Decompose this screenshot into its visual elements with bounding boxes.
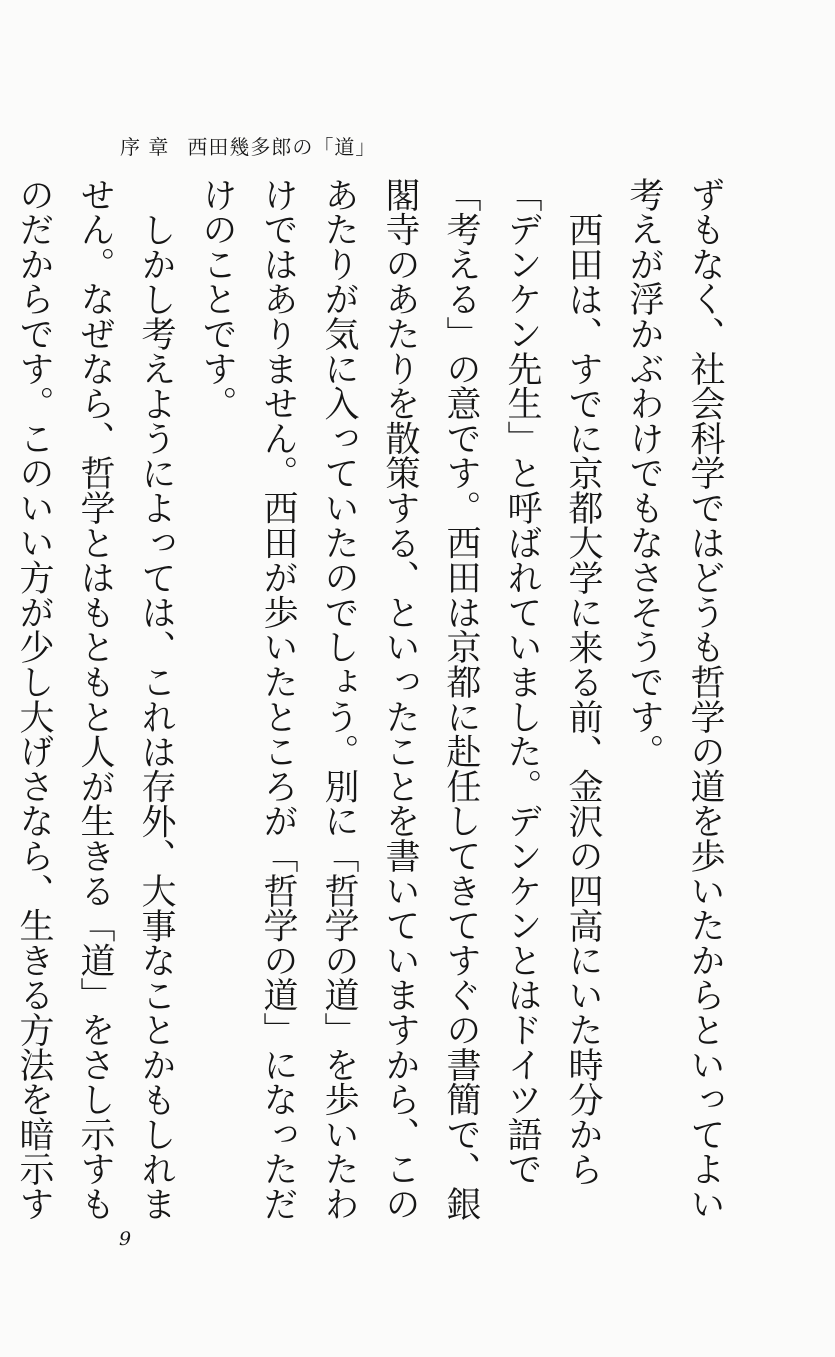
chapter-title: 西田幾多郎の「道」 [187, 135, 377, 159]
page-number: 9 [119, 1228, 132, 1250]
paragraph: しかし考えようによっては、これは存外、大事なことかもしれません。なぜなら、哲学とはもともと人が生きる「道」をさし示すものだからです。このいい方が少し大げさなら、生きる方法を暗示す [14, 177, 176, 1222]
running-header [120, 131, 376, 160]
chapter-label: 序 章 [120, 135, 170, 159]
vertical-text-body [14, 177, 735, 1227]
paragraph: ずもなく、社会科学ではどうも哲学の道を歩いたからといってよい考えが浮かぶわけでもなさそうです。 [624, 177, 725, 1221]
paragraph: 西田は、すでに京都大学に来る前、金沢の四高にいた時分から「デンケン先生」と呼ばれていました。デンケンとはドイツ語で「考える」の意です。西田は京都に赴任してきてすぐの書簡で、銀閣寺のあたりを散策する、といったことを書いていますから、このあたりが気に入っていたのでしょう。別に「哲学の道」を歩いたわけではありません。西田が歩いたところが「哲学の道」になっただけのことです。 [197, 177, 603, 1222]
